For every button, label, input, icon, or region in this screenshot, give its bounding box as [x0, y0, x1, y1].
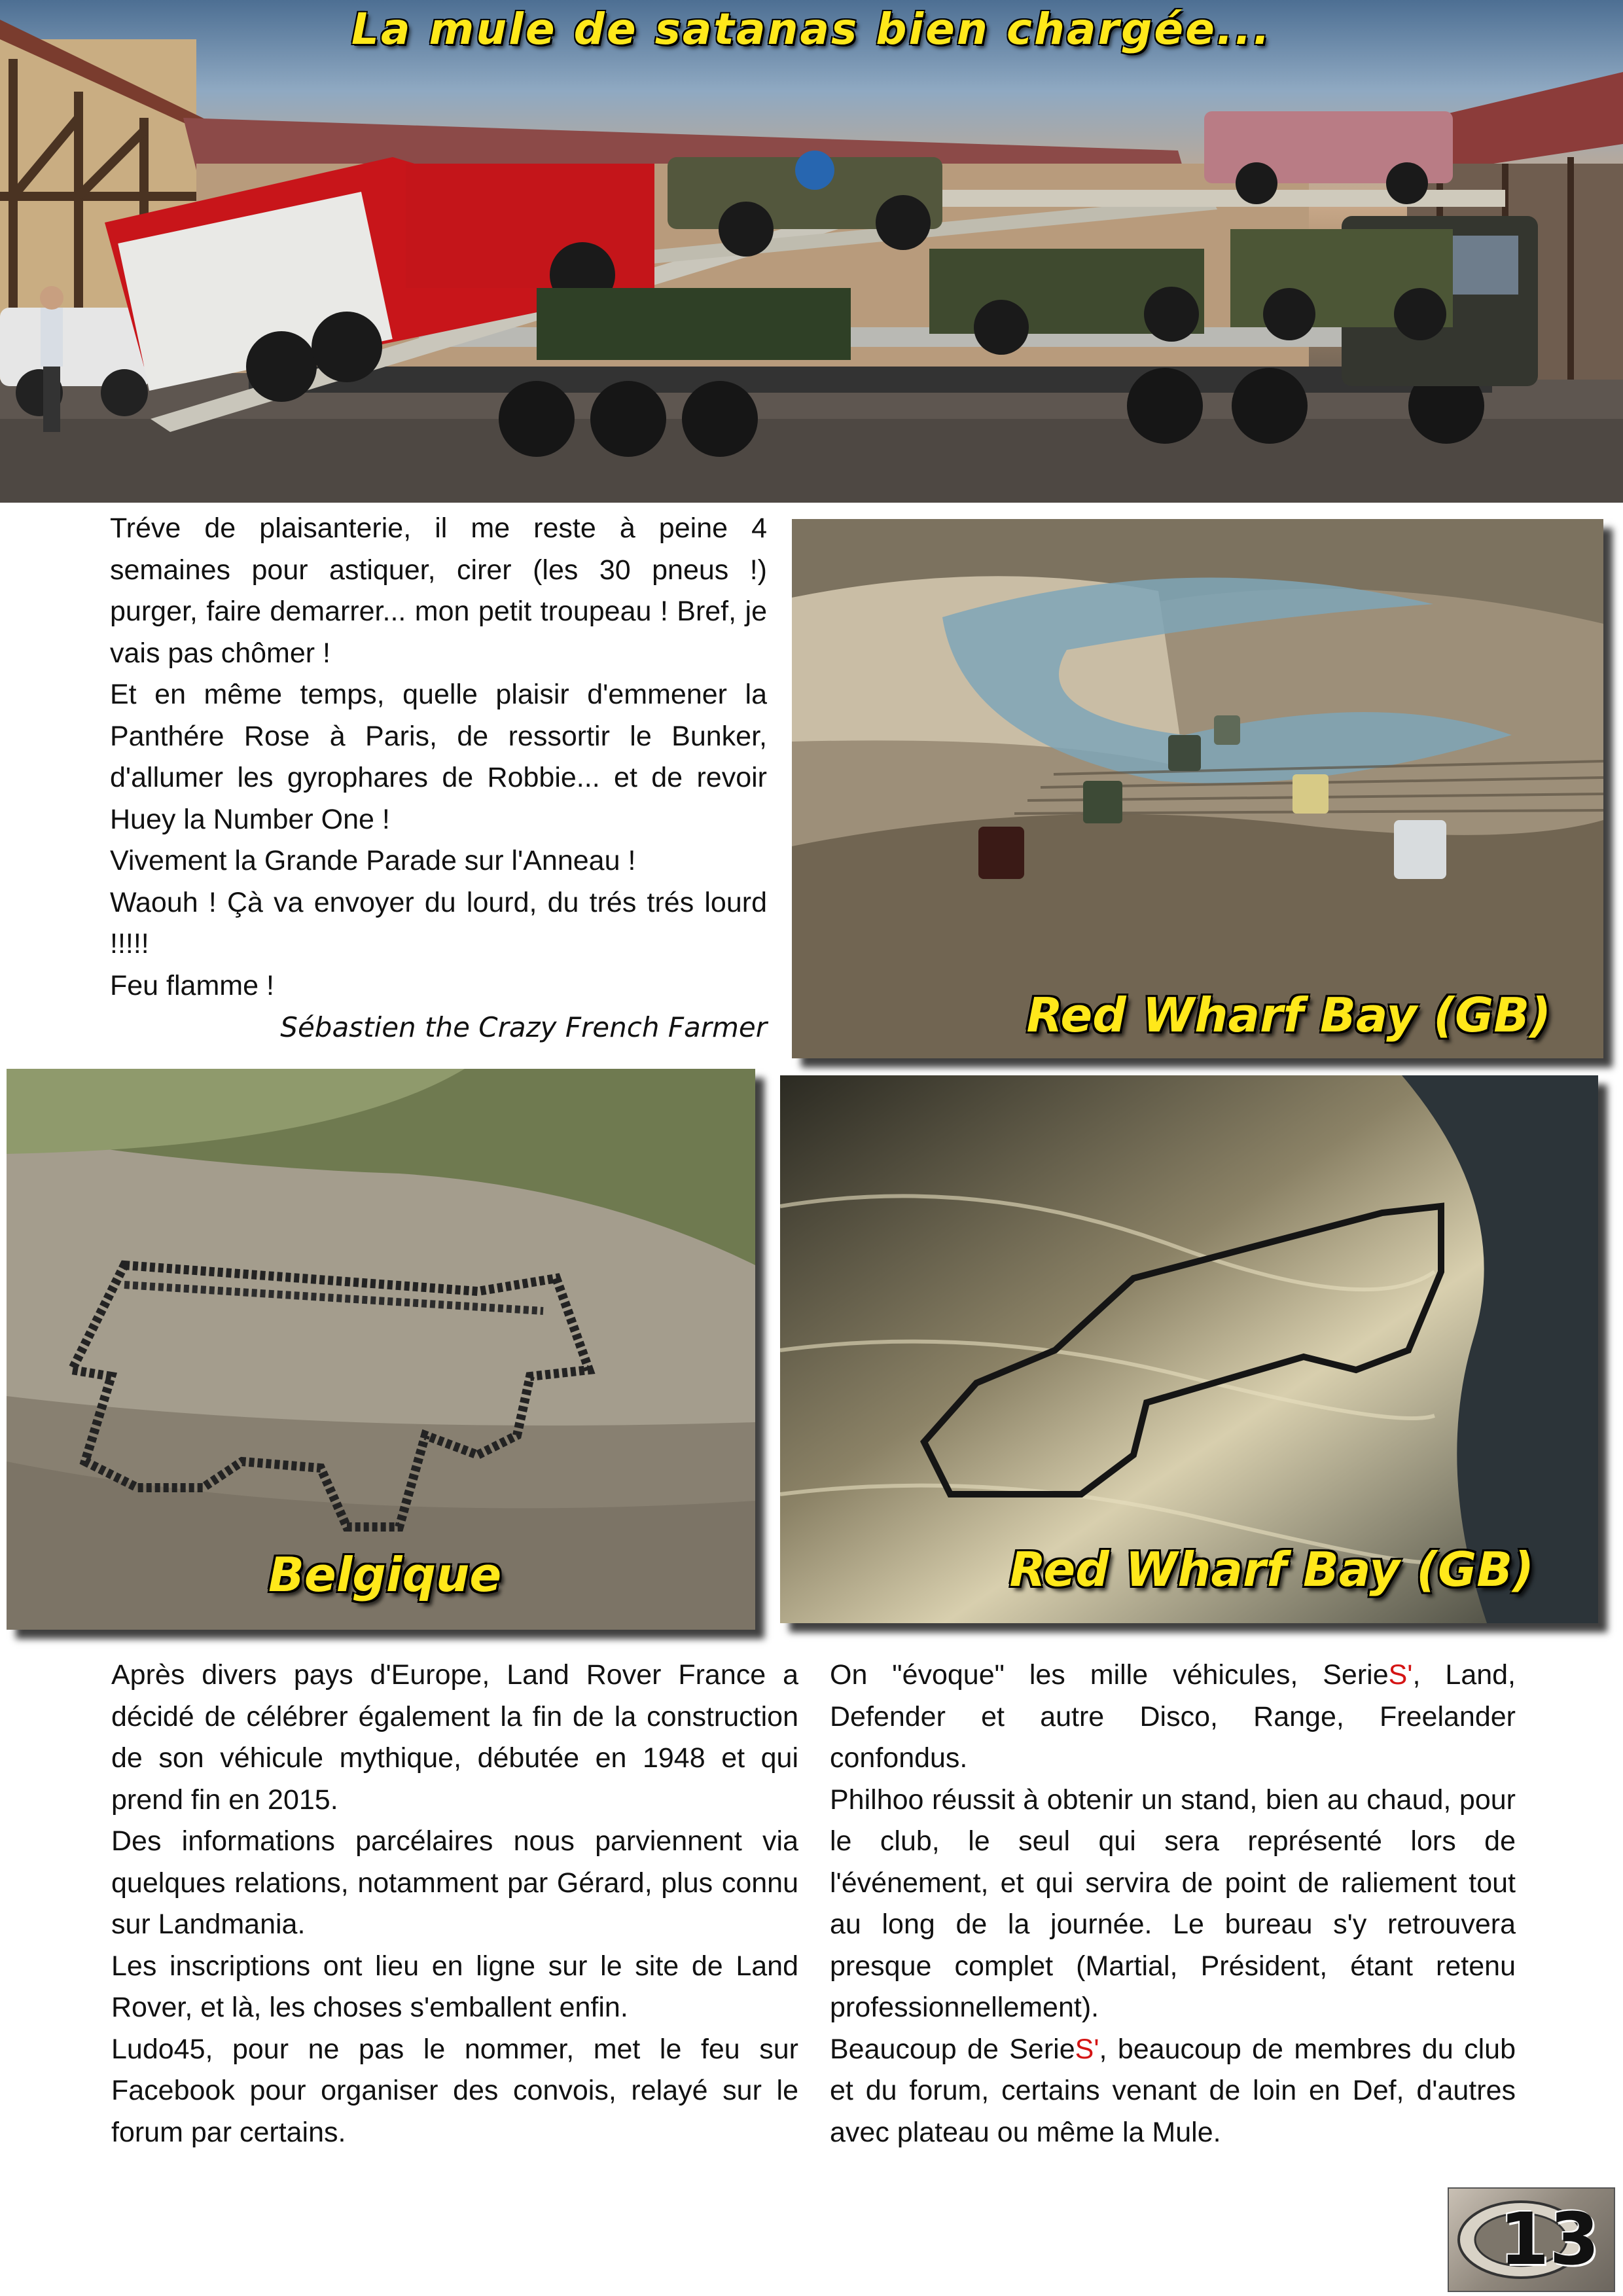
article-paragraph [830, 1655, 1516, 1780]
photo-caption: Belgique [268, 1547, 502, 1602]
photo-red-wharf-bay-convoy [792, 519, 1603, 1058]
page-title: La mule de satanas bien chargée... [351, 4, 1272, 54]
truck-transporter-illustration [0, 0, 1623, 503]
intro-paragraph: Vivement la Grande Parade sur l'Anneau ! [110, 845, 636, 876]
text-span: , Land, Defender et autre Disco, Range, Freelander confondus. [830, 1659, 1516, 1774]
article-paragraph [830, 2029, 1516, 2154]
article-left-column [111, 1655, 798, 2153]
intro-paragraph: Et en même temps, quelle plaisir d'emmener la Panthére Rose à Paris, de ressortir le Bunker, d'allumer les gyrophares de Robbie... et de revoir Huey la Number One ! [110, 679, 767, 835]
text-span: Beaucoup de Serie [830, 2033, 1075, 2065]
intro-paragraph: Tréve de plaisanterie, il me reste à peine 4 semaines pour astiquer, cirer (les 30 pneus !) purger, faire demarrer... mon petit troupeau ! Bref, je vais pas chômer ! [110, 512, 767, 669]
article-paragraph: Ludo45, pour ne pas le nommer, met le feu sur Facebook pour organiser des convois, relayé sur le forum par certains. [111, 2033, 798, 2148]
article-paragraph: Des informations parcélaires nous parviennent via quelques relations, notamment par Gérard, plus connu sur Landmania. [111, 1825, 798, 1940]
article-right-column [830, 1655, 1516, 2153]
photo-red-wharf-bay-formation [780, 1075, 1598, 1623]
mudflat-formation-illustration [780, 1075, 1598, 1623]
author-signature: Sébastien the Crazy French Farmer [280, 1011, 767, 1043]
page-number: 13 [1499, 2197, 1599, 2281]
photo-caption: Red Wharf Bay (GB) [1009, 1542, 1534, 1597]
intro-paragraph: Waouh ! Çà va envoyer du lourd, du trés trés lourd !!!!! [110, 886, 767, 960]
beach-convoy-illustration [792, 519, 1603, 1058]
hero-photo [0, 0, 1623, 503]
text-span: , beaucoup de membres du club et du forum, certains venant de loin en Def, d'autres avec plateau ou même la Mule. [830, 2033, 1516, 2148]
article-paragraph: Après divers pays d'Europe, Land Rover France a décidé de célébrer également la fin de la construction de son véhicule mythique, débutée en 1948 et qui prend fin en 2015. [111, 1659, 798, 1816]
intro-paragraph: Feu flamme ! [110, 969, 274, 1001]
defender-shape-formation-illustration [7, 1069, 755, 1630]
photo-belgique-formation [7, 1069, 755, 1630]
text-span: On "évoque" les mille véhicules, Serie [830, 1659, 1389, 1691]
series-highlight: S' [1075, 2033, 1099, 2065]
photo-caption: Red Wharf Bay (GB) [1026, 988, 1551, 1043]
article-paragraph: Les inscriptions ont lieu en ligne sur le site de Land Rover, et là, les choses s'emballent enfin. [111, 1950, 798, 2023]
article-paragraph: Philhoo réussit à obtenir un stand, bien au chaud, pour le club, le seul qui sera représenté lors de l'événement, et qui servira de point de raliement tout au long de la journée. Le bureau s'y retrouvera presque complet (Martial, Président, étant retenu professionnellement). [830, 1784, 1516, 2023]
page-number-badge [1448, 2187, 1615, 2292]
series-highlight: S' [1388, 1659, 1413, 1691]
intro-text [110, 508, 767, 1049]
